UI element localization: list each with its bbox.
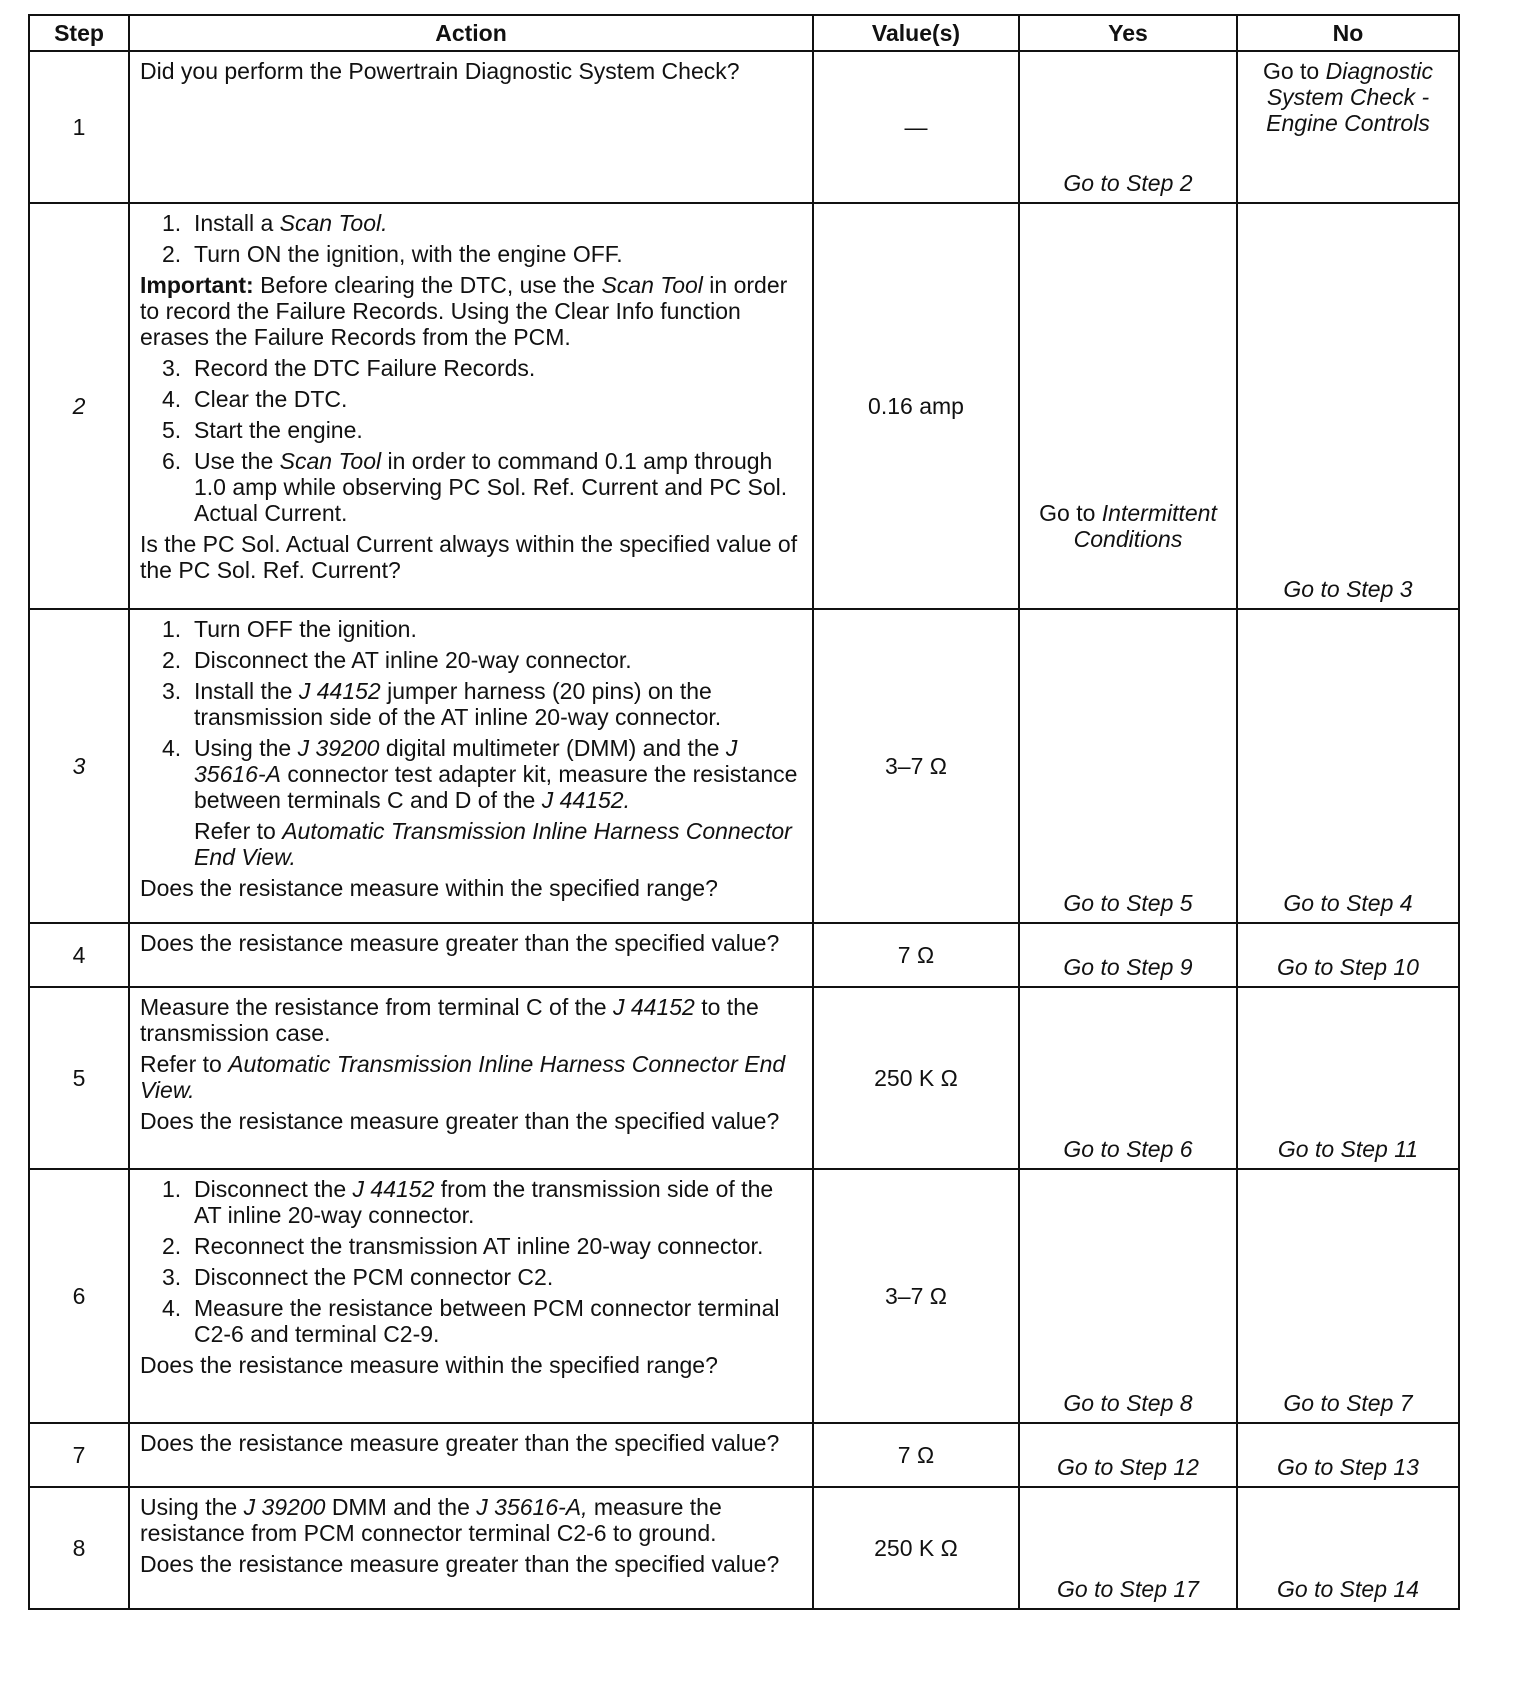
table-row — [29, 987, 1459, 1169]
yes-link[interactable]: Go to Step 2 — [1063, 170, 1193, 196]
action-cell — [129, 609, 813, 923]
item-tool: J 44152 — [298, 678, 381, 704]
yes-cell — [1019, 1169, 1237, 1423]
no-link[interactable]: Go to Step 11 — [1277, 1136, 1419, 1162]
item-text: Start the engine. — [194, 417, 363, 443]
para-text: to the transmission case. — [140, 994, 759, 1046]
value-cell: 0.16 amp — [813, 203, 1019, 609]
step-number: 4 — [29, 923, 129, 987]
item-tool: J 44152. — [541, 787, 630, 813]
action-item: 4. Using the J 39200 digital multimeter (DMM) and the J 35616-A connector test adapter kit, measure the resistance between terminals C and D of the J 44152. — [162, 735, 798, 813]
refer-note — [140, 818, 804, 870]
item-text: Install a — [194, 210, 274, 236]
yes-cell — [1019, 51, 1237, 203]
action-cell — [129, 51, 813, 203]
step-number: 8 — [29, 1487, 129, 1609]
value-cell: 250 K Ω — [813, 1487, 1019, 1609]
item-text: Measure the resistance between PCM connector terminal C2-6 and terminal C2-9. — [194, 1295, 780, 1347]
yes-link[interactable]: Go to Step 12 — [1057, 1454, 1199, 1480]
action-item: 3. Record the DTC Failure Records. — [140, 355, 804, 381]
no-cell — [1237, 609, 1459, 923]
table-row — [29, 203, 1459, 609]
item-tool: J 35616-A — [194, 735, 738, 787]
action-item: 6. Use the Scan Tool in order to command 0.1 amp through 1.0 amp while observing PC Sol. Ref. Current and PC Sol. Actual Current. — [162, 448, 788, 526]
item-text: Disconnect the AT inline 20-way connector. — [194, 647, 632, 673]
action-question: Does the resistance measure within the specified range? — [140, 875, 718, 901]
action-cell — [129, 203, 813, 609]
yes-cell — [1019, 987, 1237, 1169]
action-question: Does the resistance measure greater than the specified value? — [140, 1551, 780, 1577]
header-no: No — [1237, 15, 1459, 51]
item-tool: J 39200 — [297, 735, 380, 761]
action-cell — [129, 987, 813, 1169]
item-tool: Scan Tool — [279, 448, 382, 474]
no-prefix: Go to — [1262, 58, 1320, 84]
yes-cell — [1019, 203, 1237, 609]
yes-link[interactable]: Go to Step 17 — [1057, 1576, 1199, 1602]
no-link[interactable]: Go to Step 14 — [1277, 1576, 1419, 1602]
yes-italic-target: Intermittent Conditions — [1073, 500, 1217, 552]
action-item: 1. Disconnect the J 44152 from the transmission side of the AT inline 20-way connector. — [162, 1176, 774, 1228]
action-item: 2. Turn ON the ignition, with the engine OFF. — [140, 241, 804, 267]
item-text: Use the — [194, 448, 274, 474]
para-tool: J 39200 — [243, 1494, 326, 1520]
action-question: Did you perform the Powertrain Diagnostic System Check? — [140, 58, 740, 84]
action-question: Does the resistance measure greater than the specified value? — [140, 930, 780, 956]
important-note — [140, 272, 804, 350]
important-tool: Scan Tool — [601, 272, 703, 298]
action-question: Does the resistance measure greater than the specified value? — [140, 1108, 780, 1134]
action-item: 2. Disconnect the AT inline 20-way connector. — [140, 647, 804, 673]
yes-link[interactable]: Go to Step 9 — [1063, 954, 1193, 980]
no-cell — [1237, 1169, 1459, 1423]
important-text: Before clearing the DTC, use the — [260, 272, 596, 298]
action-item: 5. Start the engine. — [140, 417, 804, 443]
refer-target: Automatic Transmission Inline Harness Connector End View. — [194, 818, 792, 870]
yes-link[interactable]: Go to Step 8 — [1063, 1390, 1193, 1416]
no-link[interactable]: Go to Step 13 — [1277, 1454, 1419, 1480]
yes-cell — [1019, 609, 1237, 923]
refer-note — [140, 1051, 804, 1103]
yes-cell — [1019, 1487, 1237, 1609]
table-row — [29, 923, 1459, 987]
value-cell: 7 Ω — [813, 1423, 1019, 1487]
action-cell — [129, 1423, 813, 1487]
no-link[interactable]: Go to Step 7 — [1283, 1390, 1413, 1416]
item-text: Using the — [194, 735, 292, 761]
header-yes: Yes — [1019, 15, 1237, 51]
item-text: Install the — [194, 678, 293, 704]
action-cell — [129, 1487, 813, 1609]
action-item: 4. Clear the DTC. — [140, 386, 804, 412]
action-cell — [129, 1169, 813, 1423]
header-step: Step — [29, 15, 129, 51]
step-number — [29, 609, 129, 923]
important-text: in order to record the Failure Records. Using the Clear Info function erases the Failure Records from the PCM. — [140, 272, 788, 350]
step-number-text: 3 — [72, 753, 86, 779]
refer-target: Automatic Transmission Inline Harness Connector End View. — [140, 1051, 786, 1103]
yes-link[interactable]: Go to Step 5 — [1063, 890, 1193, 916]
yes-link[interactable]: Go to Step 6 — [1063, 1136, 1193, 1162]
table-row — [29, 51, 1459, 203]
item-text: Reconnect the transmission AT inline 20-way connector. — [194, 1233, 764, 1259]
item-tool: J 44152 — [352, 1176, 435, 1202]
action-question: Does the resistance measure greater than the specified value? — [140, 1430, 780, 1456]
value-cell: 7 Ω — [813, 923, 1019, 987]
header-row — [29, 15, 1459, 51]
no-link[interactable]: Go to Step 3 — [1283, 576, 1413, 602]
item-tool: Scan Tool. — [279, 210, 388, 236]
item-text: Disconnect the PCM connector C2. — [194, 1264, 554, 1290]
yes-cell — [1019, 1423, 1237, 1487]
value-cell: — — [813, 51, 1019, 203]
diagnostic-table-sheet — [28, 14, 1458, 1610]
refer-text: Refer to — [140, 1051, 222, 1077]
value-cell: 3–7 Ω — [813, 1169, 1019, 1423]
yes-link[interactable] — [1020, 500, 1236, 552]
table-row — [29, 1423, 1459, 1487]
yes-prefix: Go to — [1039, 500, 1096, 526]
header-action: Action — [129, 15, 813, 51]
no-cell — [1237, 1487, 1459, 1609]
action-paragraph — [140, 1494, 804, 1546]
no-italic-target: Diagnostic System Check - Engine Controls — [1266, 58, 1434, 136]
item-text: in order to command 0.1 amp through 1.0 amp while observing PC Sol. Ref. Current and PC Sol. Actual Current. — [194, 448, 788, 526]
item-text: Clear the DTC. — [194, 386, 348, 412]
action-question: Does the resistance measure within the specified range? — [140, 1352, 718, 1378]
action-item: 2. Reconnect the transmission AT inline 20-way connector. — [140, 1233, 804, 1259]
item-text: Record the DTC Failure Records. — [194, 355, 536, 381]
item-text: Turn ON the ignition, with the engine OFF. — [194, 241, 623, 267]
step-number: 6 — [29, 1169, 129, 1423]
action-cell — [129, 923, 813, 987]
item-text: Turn OFF the ignition. — [194, 616, 417, 642]
no-cell — [1237, 923, 1459, 987]
action-question: Is the PC Sol. Actual Current always within the specified value of the PC Sol. Ref. Current? — [140, 531, 798, 583]
value-cell: 250 K Ω — [813, 987, 1019, 1169]
step-number-text: 2 — [72, 393, 86, 419]
yes-cell — [1019, 923, 1237, 987]
step-number: 7 — [29, 1423, 129, 1487]
item-text: digital multimeter (DMM) and the — [385, 735, 720, 761]
header-values: Value(s) — [813, 15, 1019, 51]
step-number: 1 — [29, 51, 129, 203]
step-number — [29, 203, 129, 609]
action-item: 1. Install a Scan Tool. — [162, 210, 388, 236]
item-text: from the transmission side of the AT inline 20-way connector. — [194, 1176, 774, 1228]
no-cell — [1237, 1423, 1459, 1487]
item-text: jumper harness (20 pins) on the transmission side of the AT inline 20-way connector. — [194, 678, 722, 730]
no-link[interactable]: Go to Step 10 — [1277, 954, 1419, 980]
no-cell — [1237, 203, 1459, 609]
no-link[interactable] — [1238, 58, 1458, 136]
table-row — [29, 609, 1459, 923]
action-item: 3. Disconnect the PCM connector C2. — [140, 1264, 804, 1290]
value-cell: 3–7 Ω — [813, 609, 1019, 923]
para-tool: J 44152 — [612, 994, 695, 1020]
para-text: measure the resistance from PCM connector terminal C2-6 to ground. — [140, 1494, 722, 1546]
para-text: DMM and the — [331, 1494, 470, 1520]
diagnostic-table — [28, 14, 1460, 1610]
para-tool: J 35616-A, — [476, 1494, 588, 1520]
para-text: Using the — [140, 1494, 238, 1520]
para-text: Measure the resistance from terminal C of the — [140, 994, 607, 1020]
table-row — [29, 1487, 1459, 1609]
refer-text: Refer to — [194, 818, 276, 844]
action-item: 3. Install the J 44152 jumper harness (20 pins) on the transmission side of the AT inline 20-way connector. — [162, 678, 722, 730]
important-label: Important: — [140, 272, 254, 298]
item-text: Disconnect the — [194, 1176, 347, 1202]
action-paragraph — [140, 994, 804, 1046]
step-number: 5 — [29, 987, 129, 1169]
action-item: 4. Measure the resistance between PCM connector terminal C2-6 and terminal C2-9. — [140, 1295, 804, 1347]
no-cell — [1237, 51, 1459, 203]
table-row — [29, 1169, 1459, 1423]
action-item: 1. Turn OFF the ignition. — [140, 616, 804, 642]
no-cell — [1237, 987, 1459, 1169]
item-text: connector test adapter kit, measure the resistance between terminals C and D of the — [194, 761, 798, 813]
no-link[interactable]: Go to Step 4 — [1283, 890, 1413, 916]
